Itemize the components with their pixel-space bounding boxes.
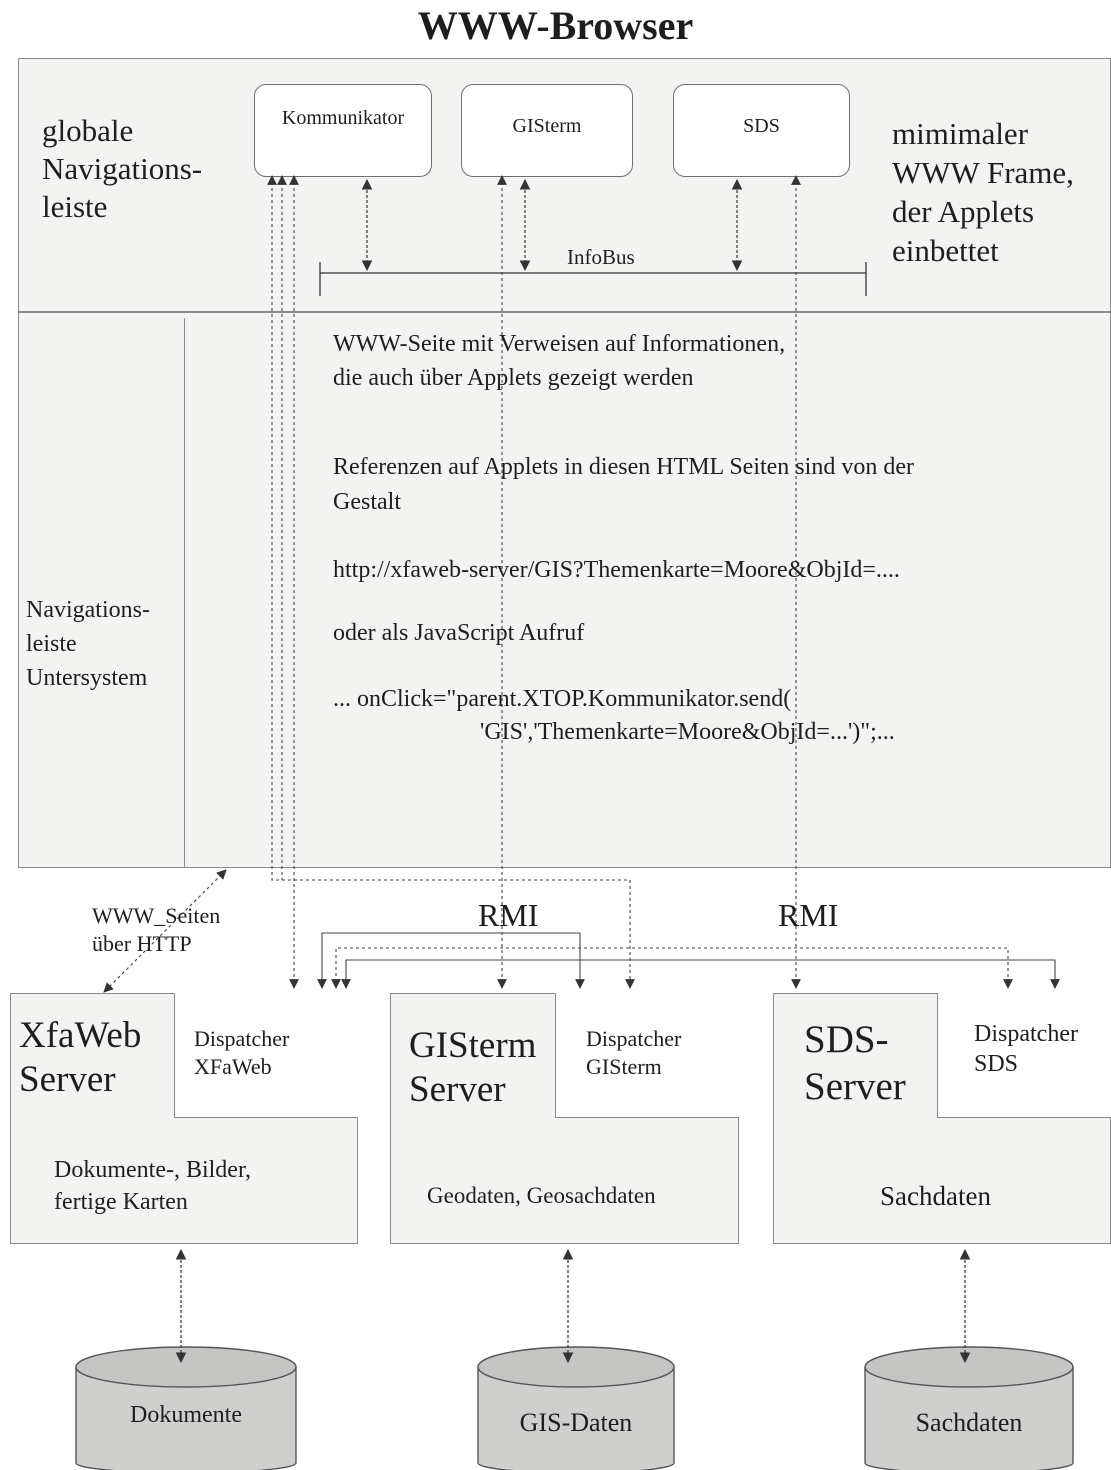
rmi-route-sds-2 bbox=[346, 960, 1055, 988]
dispatcher-label: XFaWeb bbox=[194, 1053, 272, 1079]
content-text: Referenzen auf Applets in diesen HTML Seiten sind von der bbox=[333, 454, 914, 480]
nav-subsystem-label-line: leiste bbox=[26, 631, 77, 657]
database-label: Sachdaten bbox=[915, 1408, 1023, 1437]
content-text: die auch über Applets gezeigt werden bbox=[333, 365, 694, 391]
http-link bbox=[104, 870, 226, 992]
code-example: ... onClick="parent.XTOP.Kommunikator.send( bbox=[333, 686, 792, 712]
global-nav-label-line: Navigations- bbox=[42, 151, 203, 186]
server-name-line: GISterm bbox=[409, 1025, 537, 1066]
frame-description-line: WWW Frame, bbox=[892, 155, 1074, 190]
nav-subsystem-label-line: Untersystem bbox=[26, 665, 148, 691]
dispatcher-label: Dispatcher bbox=[586, 1026, 682, 1051]
global-nav-label-line: leiste bbox=[42, 189, 108, 224]
applet-label: Kommunikator bbox=[281, 107, 405, 129]
http-label-line: über HTTP bbox=[92, 931, 192, 956]
rmi-route-sds bbox=[336, 948, 1008, 988]
content-text: Gestalt bbox=[333, 489, 401, 515]
diagram-title: WWW-Browser bbox=[417, 3, 694, 48]
server-name-line: XfaWeb bbox=[19, 1015, 142, 1056]
frame-description-line: mimimaler bbox=[892, 116, 1029, 151]
server-name-line: Server bbox=[409, 1069, 506, 1110]
rmi-label-right: RMI bbox=[778, 897, 839, 933]
frame-description-line: einbettet bbox=[892, 233, 999, 268]
infobus-label: InfoBus bbox=[567, 245, 635, 269]
database-label: GIS-Daten bbox=[519, 1408, 633, 1437]
applet-label: SDS bbox=[743, 115, 780, 137]
dispatcher-label: SDS bbox=[974, 1051, 1019, 1077]
dispatcher-label: Dispatcher bbox=[194, 1026, 290, 1051]
dispatcher-label: GISterm bbox=[586, 1053, 662, 1079]
code-example: 'GIS','Themenkarte=Moore&ObjId=...')";... bbox=[480, 719, 895, 745]
server-content-line: Geodaten, Geosachdaten bbox=[427, 1183, 656, 1208]
server-content-line: Dokumente-, Bilder, bbox=[54, 1157, 251, 1183]
server-content-line: fertige Karten bbox=[54, 1189, 188, 1215]
server-name-line: Server bbox=[19, 1059, 116, 1100]
server-content-line: Sachdaten bbox=[880, 1181, 991, 1211]
nav-subsystem-label-line: Navigations- bbox=[26, 597, 150, 623]
http-label-line: WWW_Seiten bbox=[92, 903, 221, 928]
content-text: oder als JavaScript Aufruf bbox=[333, 620, 585, 646]
content-text: WWW-Seite mit Verweisen auf Informationen, bbox=[333, 331, 786, 357]
server-name-line: SDS- bbox=[804, 1018, 889, 1061]
global-nav-label-line: globale bbox=[42, 113, 134, 148]
example-url[interactable]: http://xfaweb-server/GIS?Themenkarte=Moore&ObjId=.... bbox=[333, 557, 900, 583]
server-name-line: Server bbox=[804, 1065, 906, 1108]
rmi-label-left: RMI bbox=[478, 897, 539, 933]
kommunikator-xfaweb-link bbox=[272, 176, 630, 988]
applet-label: GISterm bbox=[512, 115, 582, 137]
frame-description-line: der Applets bbox=[892, 194, 1035, 229]
database-label: Dokumente bbox=[130, 1402, 242, 1428]
dispatcher-label: Dispatcher bbox=[974, 1021, 1078, 1047]
